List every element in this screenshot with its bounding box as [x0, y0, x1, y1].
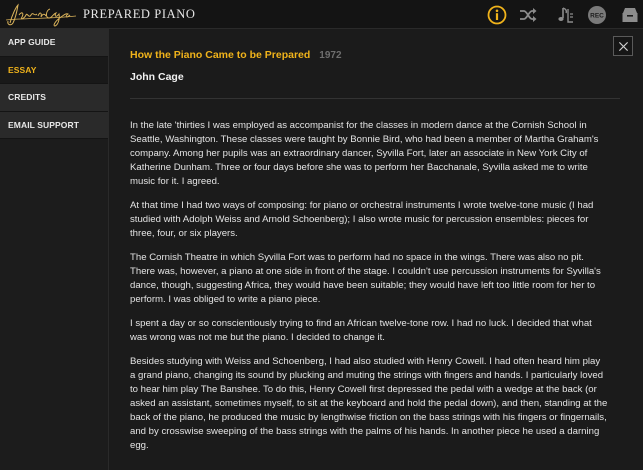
rec-icon[interactable]: [586, 4, 608, 26]
sidebar-item-app-guide[interactable]: [0, 29, 108, 57]
info-icon[interactable]: [486, 4, 508, 26]
essay-year: 1972: [319, 50, 342, 61]
sidebar-item-essay[interactable]: [0, 57, 108, 85]
top-bar: [0, 0, 643, 29]
sidebar-item-label: CREDITS: [8, 92, 47, 103]
rec-label: REC: [590, 12, 604, 20]
essay-author: John Cage: [130, 71, 184, 83]
music-note-icon[interactable]: [554, 4, 576, 26]
sidebar-item-label: EMAIL SUPPORT: [8, 119, 80, 130]
essay-title: How the Piano Came to be Prepared: [130, 49, 311, 61]
essay-paragraph: At that time I had two ways of composing: for piano or orchestral instruments I wrote twelve-tone music (I had studied with Adolph Weiss and Arnold Schoenberg); I also wrote music for percussion ensembles: pieces for three, four, or six players.: [130, 200, 594, 239]
divider: [130, 98, 620, 99]
app-title: PREPARED PIANO: [83, 7, 196, 21]
sidebar-item-label: APP GUIDE: [8, 37, 56, 48]
essay-paragraph: Besides studying with Weiss and Schoenberg, I had also studied with Henry Cowell. I had often heard him play a grand piano, changing its sound by plucking and muting the strings with fingers and hands. I particularly loved to hear him play The Banshee. To do this, Henry Cowell first depressed the pedal with a wedge at the back (or asked an assistant, sometimes myself, to sit at the keyboard and hold the pedal down), and then, standing at the back of the piano, he produced the music by lengthwise friction on the bass strings with his fingers or fingernails, and by crosswise sweeping of the bass strings with the palms of his hands. In another piece he used a darning egg.: [130, 356, 608, 451]
shuffle-icon[interactable]: [517, 4, 539, 26]
essay-paragraph: The Cornish Theatre in which Syvilla Fort was to perform had no space in the wings. There was also no pit. There was, however, a piano at one side in front of the stage. I couldn't use percussion instruments for Syvilla's dance, though, suggesting Africa, they would have been suitable; they would have left too little room for her to perform. I was obliged to write a piano piece.: [130, 252, 601, 305]
archive-icon[interactable]: [619, 4, 641, 26]
essay-paragraph: In the late 'thirties I was employed as accompanist for the classes in modern dance at the Cornish School in Seattle, Washington. These classes were taught by Bonnie Bird, who had been a member of Martha Graham's company. Among her pupils was an extraordinary dancer, Syvilla Fort, later an associate in New York City of Katherine Dunham. Three or four days before she was to perform her Bacchanale, Syvilla asked me to write music for it. I agreed.: [130, 120, 599, 187]
close-button[interactable]: [613, 36, 633, 56]
essay-header: [130, 45, 342, 83]
essay-panel: [110, 29, 643, 470]
john-cage-signature-logo: [4, 1, 78, 28]
sidebar-item-email-support[interactable]: [0, 112, 108, 140]
essay-body: [130, 119, 608, 463]
sidebar-item-label: ESSAY: [8, 64, 37, 75]
close-icon: [618, 41, 629, 52]
sidebar: [0, 29, 109, 470]
sidebar-item-credits[interactable]: [0, 84, 108, 112]
essay-paragraph: I spent a day or so conscientiously trying to find an African twelve-tone row. I had no luck. I decided that what was wrong was not me but the piano. I decided to change it.: [130, 318, 592, 343]
